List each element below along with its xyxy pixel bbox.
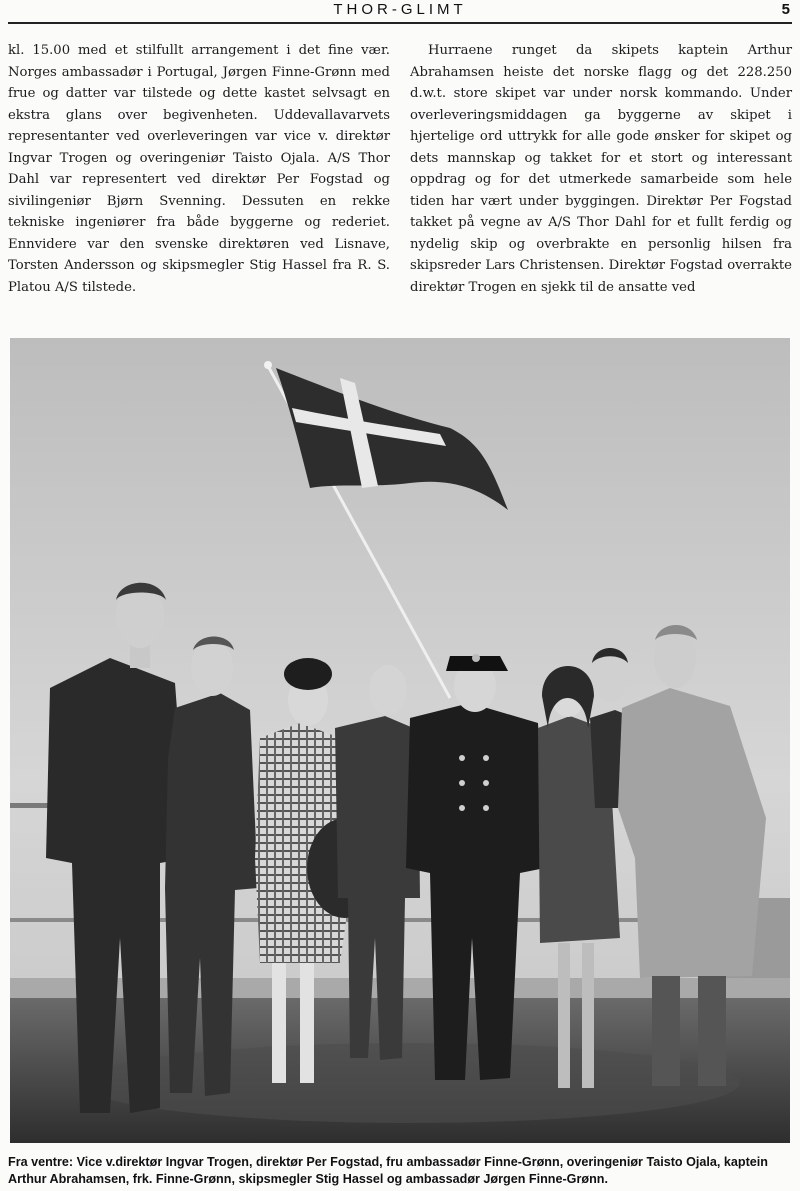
group-photo-illustration [10,338,790,1143]
page-header [8,0,792,24]
article-left-column: kl. 15.00 med et stilfullt arrangement i det fine vær. Norges ambassadør i Portugal, Jørgen Finne-Grønn med frue og datter var tilstede og dette kastet selvsagt en ekstra glans over begivenheten. Uddevallavarvets representanter ved overleveringen var vice v. direktør Ingvar Trogen og overingeniør Taisto Ojala. A/S Thor Dahl var representert ved direktør Per Fogstad og sivilingeniør Bjørn Svenning. Dessuten en rekke tekniske ingeniører fra både byggerne og rederiet. Ennvidere var den svenske direktøren ved Lisnave, Torsten Andersson og skipsmegler Stig Hassel fra R. S. Platou A/S tilstede. [8,43,390,295]
group-photo [10,338,790,1143]
photo-caption: Fra ventre: Vice v.direktør Ingvar Trogen, direktør Per Fogstad, fru ambassadør Finne-Grønn, overingeniør Taisto Ojala, kaptein Arthur Abrahamsen, frk. Finne-Grønn, skipsmegler Stig Hassel og ambassadør Jørgen Finne-Grønn. [8,1155,769,1186]
masthead: THOR-GLIMT [333,1,467,18]
page-number: 5 [781,1,790,18]
article-right-column: Hurraene runget da skipets kaptein Arthur Abrahamsen heiste det norske flagg og det 228.250 d.w.t. store skipet var under norsk kommando. Under overleveringsmiddagen ga byggerne av skipet i hjertelige ord uttrykk for alle gode ønsker for skipet og dets mannskap og takket for et stort og interessant oppdrag og for det utmerkede samarbeide som hele tiden har vært under byggingen. Direktør Per Fogstad takket på vegne av A/S Thor Dahl for et fullt ferdig og nydelig skip og overbrakte en personlig hilsen fra skipsreder Lars Christensen. Direktør Fogstad overrakte direktør Trogen en sjekk til de ansatte ved [410,43,792,295]
